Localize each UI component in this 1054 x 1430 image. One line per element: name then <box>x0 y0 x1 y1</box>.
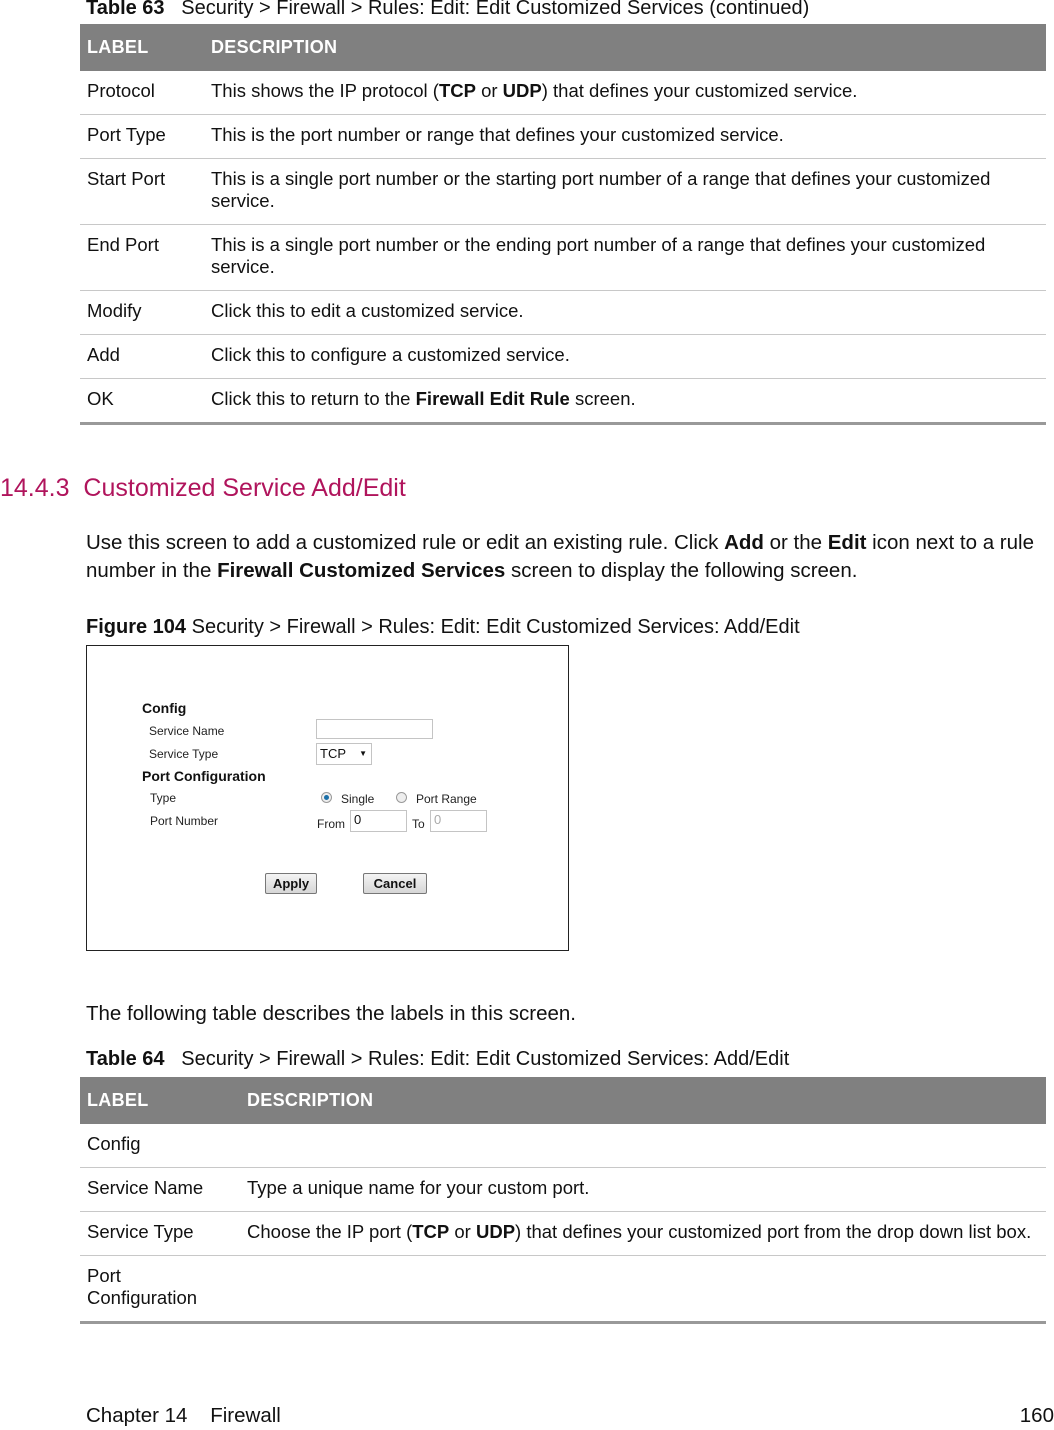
text-segment: or <box>449 1221 476 1242</box>
to-label: To <box>412 817 425 831</box>
table-63 <box>80 24 1046 425</box>
row-description <box>204 159 1046 225</box>
table-intro: The following table describes the labels in this screen. <box>86 1002 576 1025</box>
page-number: 160 <box>1019 1404 1054 1427</box>
caption-text: Security > Firewall > Rules: Edit: Edit Customized Services: Add/Edit <box>191 616 800 638</box>
service-name-input[interactable] <box>316 719 433 739</box>
from-label: From <box>317 817 345 831</box>
row-label: Modify <box>80 291 204 335</box>
bold-term: Firewall Edit Rule <box>415 388 570 409</box>
text-segment: Choose the IP port ( <box>247 1221 413 1242</box>
row-label: Config <box>80 1124 240 1168</box>
table-row <box>80 1256 1046 1323</box>
type-label: Type <box>150 791 177 805</box>
text-segment: Click this to edit a customized service. <box>211 300 524 321</box>
text-segment: screen to display the following screen. <box>505 559 858 582</box>
section-number: 14.4.3 <box>0 474 70 502</box>
table-64 <box>80 1077 1046 1324</box>
section-title: Customized Service Add/Edit <box>83 474 406 502</box>
radio-port-range-label: Port Range <box>416 792 477 806</box>
service-name-label: Service Name <box>149 724 225 738</box>
table-row <box>80 1168 1046 1212</box>
bold-term: Firewall Customized Services <box>217 559 506 582</box>
header-description: DESCRIPTION <box>240 1077 1046 1124</box>
row-description <box>204 335 1046 379</box>
bold-term: TCP <box>438 80 476 101</box>
port-number-label: Port Number <box>150 814 219 828</box>
radio-port-range[interactable] <box>396 792 407 803</box>
row-description <box>204 225 1046 291</box>
text-segment: or the <box>763 531 828 554</box>
text-segment: This is a single port number or the starting port number of a range that defines your customized service. <box>211 168 991 211</box>
row-description <box>204 71 1046 115</box>
table-row <box>80 1212 1046 1256</box>
row-label: OK <box>80 379 204 424</box>
chapter-title: Firewall <box>210 1404 281 1427</box>
service-type-select[interactable] <box>316 743 372 765</box>
caption-number: Table 64 <box>86 1048 165 1070</box>
row-label: Port Type <box>80 115 204 159</box>
table-row <box>80 1124 1046 1168</box>
bold-term: UDP <box>475 1221 516 1242</box>
caption-number: Table 63 <box>86 0 165 19</box>
header-description: DESCRIPTION <box>204 24 1046 71</box>
row-description <box>240 1212 1046 1256</box>
row-description <box>240 1168 1046 1212</box>
caption-text: Security > Firewall > Rules: Edit: Edit Customized Services (continued) <box>181 0 810 19</box>
row-label: Protocol <box>80 71 204 115</box>
chapter-number: Chapter 14 <box>86 1404 188 1427</box>
row-description <box>204 115 1046 159</box>
row-label: Port Configuration <box>80 1256 240 1323</box>
row-description <box>204 291 1046 335</box>
row-label: Add <box>80 335 204 379</box>
text-segment: This is the port number or range that defines your customized service. <box>211 124 784 145</box>
from-port-input[interactable]: 0 <box>350 810 407 832</box>
service-type-value: TCP <box>320 746 346 761</box>
table-row <box>80 379 1046 424</box>
table-row <box>80 71 1046 115</box>
cancel-button[interactable]: Cancel <box>363 873 427 894</box>
chevron-down-icon: ▼ <box>359 749 367 758</box>
text-segment: Use this screen to add a customized rule or edit an existing rule. Click <box>86 531 725 554</box>
bold-term: Edit <box>827 531 867 554</box>
header-label: LABEL <box>80 24 204 71</box>
table-63-caption <box>86 0 809 20</box>
apply-button[interactable]: Apply <box>265 873 317 894</box>
text-segment: icon next to a rule number in the <box>86 531 1034 582</box>
caption-text: Security > Firewall > Rules: Edit: Edit Customized Services: Add/Edit <box>181 1048 790 1070</box>
table-row <box>80 291 1046 335</box>
header-label: LABEL <box>80 1077 240 1124</box>
text-segment: Click this to return to the <box>211 388 416 409</box>
text-segment: or <box>475 80 503 101</box>
figure-caption <box>86 616 800 639</box>
row-label: Start Port <box>80 159 204 225</box>
footer-chapter <box>86 1404 281 1428</box>
radio-single-label: Single <box>341 792 375 806</box>
port-configuration-heading: Port Configuration <box>142 768 266 784</box>
table-row <box>80 115 1046 159</box>
text-segment: This is a single port number or the ending port number of a range that defines your customized service. <box>211 234 986 277</box>
section-paragraph <box>86 529 1051 585</box>
row-label: Service Name <box>80 1168 240 1212</box>
text-segment: ) that defines your customized port from the drop down list box. <box>515 1221 1032 1242</box>
table-row <box>80 225 1046 291</box>
table-row <box>80 159 1046 225</box>
row-description <box>240 1124 1046 1168</box>
text-segment: ) that defines your customized service. <box>541 80 858 101</box>
bold-term: TCP <box>412 1221 450 1242</box>
row-label: Service Type <box>80 1212 240 1256</box>
row-description <box>204 379 1046 424</box>
radio-single[interactable] <box>321 792 332 803</box>
service-type-label: Service Type <box>149 747 219 761</box>
config-heading: Config <box>142 700 187 716</box>
bold-term: UDP <box>502 80 542 101</box>
to-port-input[interactable]: 0 <box>430 810 487 832</box>
text-segment: This shows the IP protocol ( <box>211 80 439 101</box>
section-heading <box>0 474 406 503</box>
text-segment: Type a unique name for your custom port. <box>247 1177 590 1198</box>
text-segment: screen. <box>569 388 636 409</box>
table-row <box>80 335 1046 379</box>
text-segment: Click this to configure a customized service. <box>211 344 570 365</box>
row-label: End Port <box>80 225 204 291</box>
figure-screenshot <box>86 645 569 951</box>
caption-number: Figure 104 <box>86 616 187 638</box>
bold-term: Add <box>724 531 764 554</box>
table-64-caption <box>86 1048 789 1071</box>
row-description <box>240 1256 1046 1323</box>
